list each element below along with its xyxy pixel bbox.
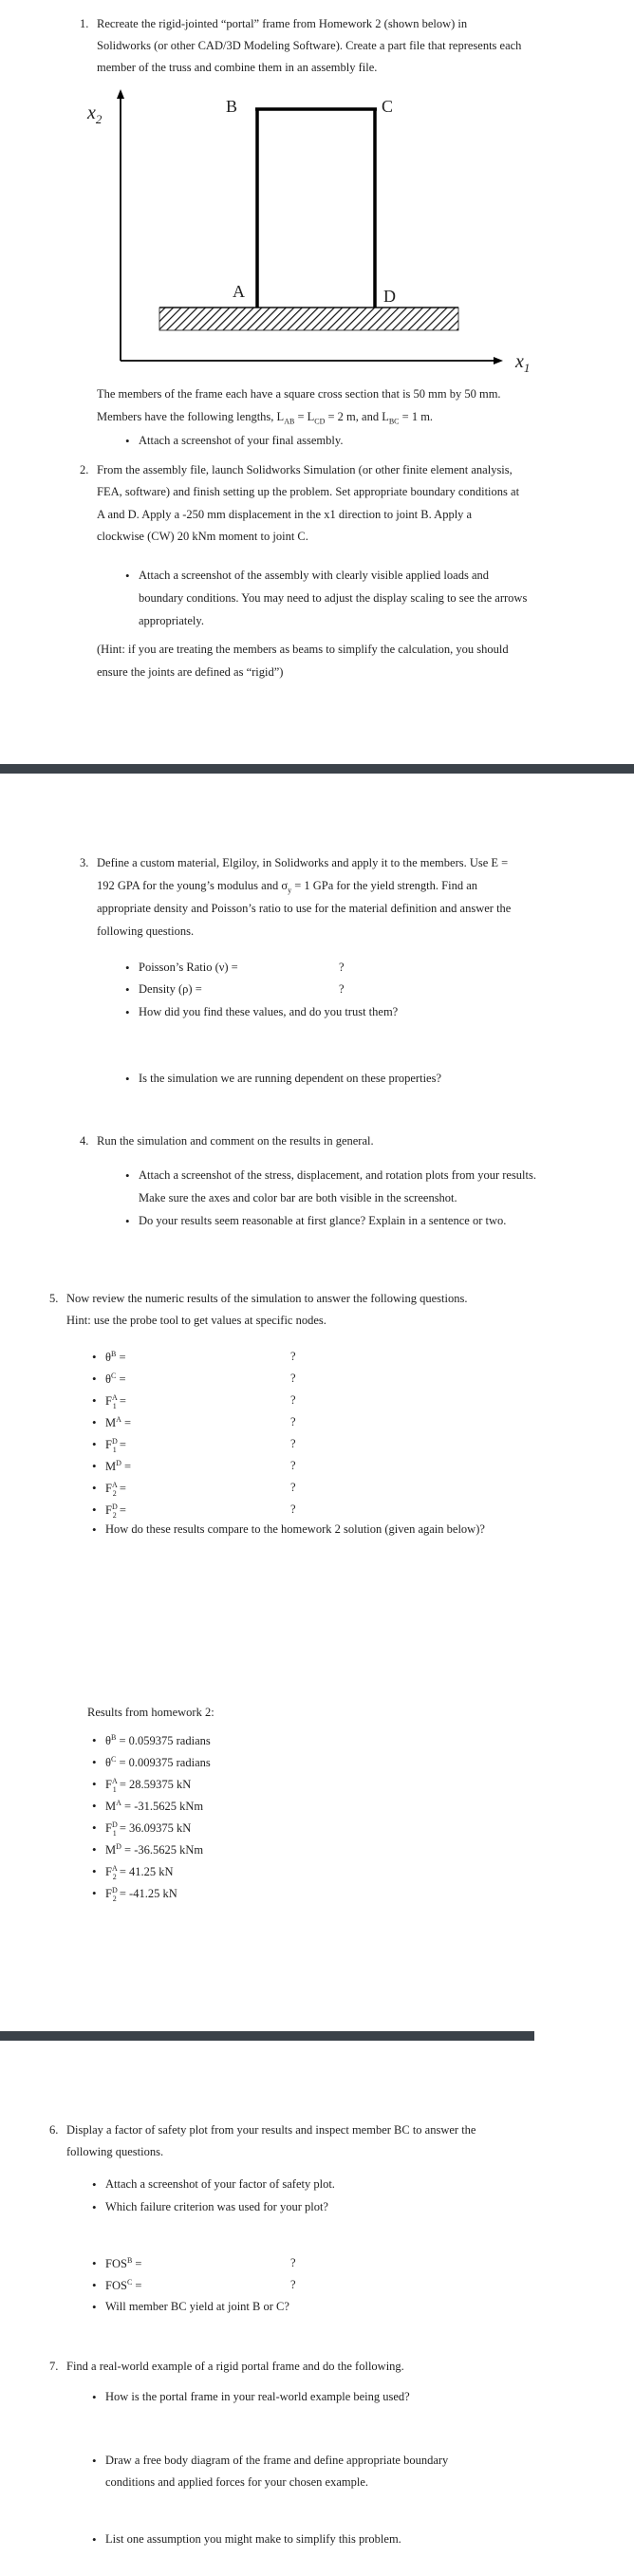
item-superscript: A — [111, 1393, 118, 1402]
axis-label-x2 — [87, 103, 102, 127]
q1-line-2: Solidworks (or other CAD/3D Modeling Software). Create a part file that represents each — [97, 39, 522, 52]
item-superscript: D — [116, 1459, 121, 1467]
q2-line-2: FEA, software) and finish setting up the problem. Set appropriate boundary conditions at — [97, 485, 520, 498]
q6-answer-fos-c: ? — [290, 2278, 296, 2291]
axis-label-x1 — [515, 351, 530, 376]
q7-bullet-3: • List one assumption you might make to simplify this problem. — [105, 2532, 401, 2547]
fos-b-sup: B — [126, 2256, 133, 2265]
q5-list-item — [105, 1481, 126, 1498]
q3-line-2a: 192 GPA for the young’s modulus and σ — [97, 879, 289, 892]
q5-list-item — [105, 1393, 126, 1410]
q5-list-item — [105, 1437, 126, 1454]
item-value: = — [116, 1372, 126, 1387]
axis-x1-main: x — [515, 351, 524, 372]
q4-bullet-2: • Do your results seem reasonable at first glance? Explain in a sentence or two. — [139, 1214, 506, 1228]
fos-c-sup: C — [126, 2278, 133, 2287]
q2-line-4: clockwise (CW) 20 kNm moment to joint C. — [97, 530, 308, 543]
item-symbol: θ — [105, 1756, 111, 1770]
q6-line-2: following questions. — [66, 2145, 164, 2158]
item-superscript: B — [111, 1350, 117, 1358]
item-symbol: F — [105, 1438, 112, 1452]
axis-x2-sub: 2 — [95, 112, 103, 126]
len-text-2: = L — [294, 410, 315, 423]
q2-bullet-line-2: boundary conditions. You may need to adjust the display scaling to see the arrows — [139, 591, 528, 605]
label-b: B — [226, 97, 238, 116]
item-superscript: A — [111, 1864, 118, 1873]
q4-bullet-1-cont: Make sure the axes and color bar are both visible in the screenshot. — [139, 1191, 457, 1204]
axis-x1-sub: 1 — [523, 361, 531, 375]
len-text-3: = 2 m, and L — [325, 410, 389, 423]
item-symbol: F — [105, 1865, 112, 1879]
item-value: = -36.5625 kNm — [121, 1843, 204, 1857]
item-value: = 41.25 kN — [116, 1865, 174, 1879]
axis-x1-arrow — [494, 357, 503, 364]
q2-number: 2. — [80, 463, 89, 476]
q6-fos-c — [105, 2278, 141, 2293]
answer-placeholder: ? — [290, 1350, 296, 1363]
item-subscript: 1 — [112, 1784, 117, 1794]
item-subscript: 2 — [112, 1894, 117, 1903]
item-superscript: C — [111, 1755, 117, 1764]
item-symbol: θ — [105, 1351, 111, 1365]
item-superscript: B — [111, 1733, 117, 1742]
portal-frame-svg — [0, 85, 634, 380]
item-symbol: M — [105, 1800, 117, 1814]
item-value: = 36.09375 kN — [116, 1821, 192, 1836]
item-subscript: 2 — [112, 1872, 117, 1881]
q6-number: 6. — [49, 2123, 59, 2137]
q3-bullet-dependent: • Is the simulation we are running dependent on these properties? — [139, 1072, 441, 1086]
q3-line-1: Define a custom material, Elgiloy, in Solidworks and apply it to the members. Use E = — [97, 856, 509, 869]
q2-bullet-line-3: appropriately. — [139, 614, 204, 627]
item-subscript: 1 — [112, 1828, 117, 1838]
results-list-item — [105, 1842, 203, 1857]
q3-bullet-how: • How did you find these values, and do you trust them? — [139, 1005, 398, 1019]
q7-bullet-1: • How is the portal frame in your real-world example being used? — [105, 2390, 410, 2404]
answer-placeholder: ? — [290, 1459, 296, 1472]
answer-placeholder: ? — [290, 1372, 296, 1385]
item-value: = -31.5625 kNm — [121, 1800, 204, 1814]
q7-number: 7. — [49, 2360, 59, 2373]
item-superscript: D — [111, 1503, 118, 1511]
q3-sigma-sub: y — [288, 886, 292, 895]
results-list-item — [105, 1820, 191, 1838]
len-text-4: = 1 m. — [399, 410, 434, 423]
q1-cross-section-text: The members of the frame each have a square cross section that is 50 mm by 50 mm. — [97, 387, 501, 401]
item-superscript: D — [111, 1437, 118, 1446]
q3-bullet-poisson: • Poisson’s Ratio (ν) = — [139, 961, 238, 975]
q1-line-1: Recreate the rigid-jointed “portal” frame from Homework 2 (shown below) in — [97, 17, 468, 30]
q6-line-1: Display a factor of safety plot from your results and inspect member BC to answer the — [66, 2123, 476, 2137]
item-value: = — [116, 1438, 126, 1452]
item-superscript: A — [111, 1481, 118, 1489]
item-value: = — [116, 1351, 126, 1365]
q7-bullet-2-line-2: conditions and applied forces for your chosen example. — [105, 2475, 368, 2489]
item-value: = — [121, 1460, 132, 1474]
item-value: = -41.25 kN — [116, 1887, 177, 1901]
results-list-item — [105, 1777, 191, 1794]
item-value: = — [121, 1416, 132, 1430]
q5-list-item — [105, 1459, 131, 1474]
fos-c-sym: FOS — [105, 2279, 127, 2293]
item-superscript: A — [116, 1415, 121, 1424]
q5-line-1: Now review the numeric results of the simulation to answer the following questions. — [66, 1292, 468, 1305]
q6-bullet-1: • Attach a screenshot of your factor of safety plot. — [105, 2177, 335, 2192]
q1-line-3: member of the truss and combine them in an assembly file. — [97, 61, 378, 74]
q4-number: 4. — [80, 1134, 89, 1148]
item-superscript: D — [111, 1886, 118, 1895]
q2-line-3: A and D. Apply a -250 mm displacement in the x1 direction to joint B. Apply a — [97, 508, 473, 521]
results-list-item — [105, 1886, 177, 1903]
q5-list-item — [105, 1350, 126, 1365]
item-superscript: A — [111, 1777, 118, 1785]
q3-line-3: appropriate density and Poisson’s ratio to use for the material definition and answer the — [97, 902, 512, 915]
q4-bullet-1: • Attach a screenshot of the stress, displacement, and rotation plots from your results. — [139, 1168, 536, 1183]
item-symbol: F — [105, 1821, 112, 1836]
item-value: = 0.009375 radians — [116, 1756, 211, 1770]
item-subscript: 1 — [112, 1445, 117, 1454]
q3-number: 3. — [80, 856, 89, 869]
item-subscript: 2 — [112, 1488, 117, 1498]
q6-fos-b — [105, 2256, 141, 2271]
item-value: = — [116, 1503, 126, 1518]
q4-title: Run the simulation and comment on the results in general. — [97, 1134, 374, 1148]
axis-x2-arrow — [117, 89, 124, 99]
q7-bullet-2-line-1: • Draw a free body diagram of the frame and define appropriate boundary — [105, 2454, 448, 2468]
answer-placeholder: ? — [290, 1481, 296, 1494]
label-a: A — [233, 282, 245, 301]
fos-b-sym: FOS — [105, 2257, 127, 2271]
item-symbol: θ — [105, 1372, 111, 1387]
results-list-item — [105, 1733, 211, 1748]
q5-compare: • How do these results compare to the homework 2 solution (given again below)? — [105, 1522, 485, 1537]
fos-c-tail: = — [132, 2279, 142, 2293]
item-superscript: C — [111, 1372, 117, 1380]
portal-frame-diagram — [0, 85, 634, 380]
item-superscript: D — [116, 1842, 121, 1851]
q6-yield-question: • Will member BC yield at joint B or C? — [105, 2300, 289, 2314]
q5-list-item — [105, 1372, 126, 1387]
q2-line-1: From the assembly file, launch Solidworks Simulation (or other finite element analysis, — [97, 463, 513, 476]
label-d: D — [383, 287, 396, 306]
results-list-item — [105, 1799, 203, 1814]
q7-title: Find a real-world example of a rigid portal frame and do the following. — [66, 2360, 404, 2373]
item-value: = 0.059375 radians — [116, 1734, 211, 1748]
page-divider-1 — [0, 764, 634, 774]
item-symbol: F — [105, 1503, 112, 1518]
results-list-item — [105, 1755, 211, 1770]
q2-bullet-line-1: • Attach a screenshot of the assembly with clearly visible applied loads and — [139, 569, 489, 583]
item-symbol: F — [105, 1482, 112, 1496]
answer-placeholder: ? — [290, 1415, 296, 1428]
q3-answer-poisson: ? — [339, 961, 345, 974]
ground-hatch — [159, 308, 458, 330]
q3-answer-density: ? — [339, 982, 345, 996]
q3-line-2 — [97, 879, 477, 895]
q3-line-4: following questions. — [97, 924, 195, 938]
len-sub-cd: CD — [314, 417, 326, 426]
item-value: = 28.59375 kN — [116, 1778, 192, 1792]
answer-placeholder: ? — [290, 1393, 296, 1407]
q3-bullet-density: • Density (ρ) = — [139, 982, 202, 997]
item-symbol: F — [105, 1778, 112, 1792]
item-symbol: M — [105, 1416, 117, 1430]
len-sub-bc: BC — [388, 417, 400, 426]
q1-bullet: • Attach a screenshot of your final assembly. — [139, 434, 343, 448]
page-divider-2 — [0, 2031, 534, 2041]
item-symbol: M — [105, 1843, 117, 1857]
item-symbol: M — [105, 1460, 117, 1474]
label-c: C — [382, 97, 394, 116]
axis-x2-main: x — [87, 103, 96, 123]
item-superscript: A — [116, 1799, 121, 1807]
q2-hint-line-1: (Hint: if you are treating the members as beams to simplify the calculation, you should — [97, 643, 509, 656]
len-sub-ab: AB — [284, 417, 295, 426]
item-subscript: 2 — [112, 1510, 117, 1520]
len-text-1: Members have the following lengths, L — [97, 410, 285, 423]
q2-hint-line-2: ensure the joints are defined as “rigid”) — [97, 665, 284, 679]
results-heading: Results from homework 2: — [87, 1706, 214, 1719]
q5-list-item — [105, 1415, 131, 1430]
item-symbol: θ — [105, 1734, 111, 1748]
fos-b-tail: = — [132, 2257, 142, 2271]
item-symbol: F — [105, 1887, 112, 1901]
item-superscript: D — [111, 1820, 118, 1829]
results-list-item — [105, 1864, 174, 1881]
q3-line-2b: = 1 GPa for the yield strength. Find an — [291, 879, 477, 892]
q6-bullet-2: • Which failure criterion was used for your plot? — [105, 2200, 328, 2214]
q5-number: 5. — [49, 1292, 59, 1305]
answer-placeholder: ? — [290, 1503, 296, 1516]
item-symbol: F — [105, 1394, 112, 1409]
item-subscript: 1 — [112, 1401, 117, 1410]
q5-list-item — [105, 1503, 126, 1520]
q1-lengths-text — [97, 410, 433, 426]
q6-answer-fos-b: ? — [290, 2256, 296, 2269]
item-value: = — [116, 1482, 126, 1496]
answer-placeholder: ? — [290, 1437, 296, 1450]
q5-line-2: Hint: use the probe tool to get values at specific nodes. — [66, 1314, 326, 1327]
item-value: = — [116, 1394, 126, 1409]
q1-number: 1. — [80, 17, 89, 30]
